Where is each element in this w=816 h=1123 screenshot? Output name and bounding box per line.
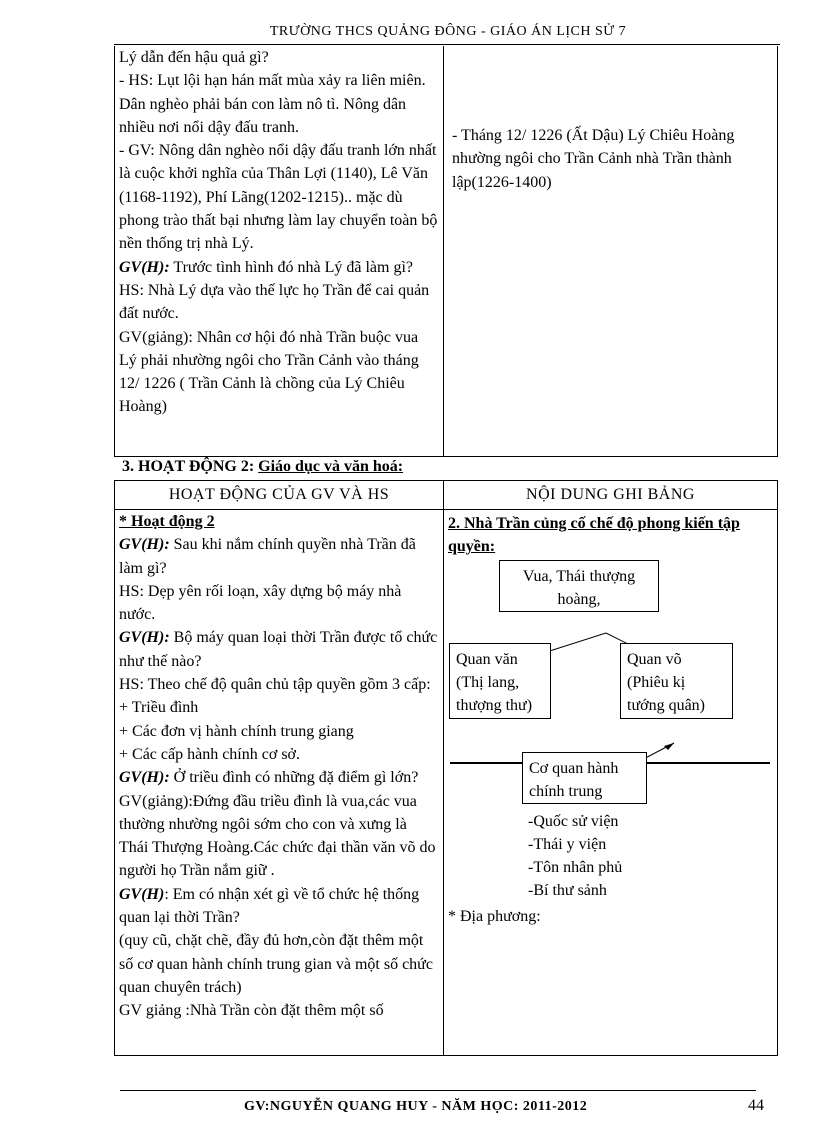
section-title: Giáo dục và văn hoá: [258, 458, 404, 475]
text-para: HS: Dẹp yên rối loạn, xây dựng bộ máy nhà nước. [119, 582, 402, 624]
question-text: Bộ máy quan loại thời Trần được tổ chức như thế nào? [119, 629, 438, 670]
footer-divider [120, 1090, 756, 1091]
question-text: Trước tình hình đó nhà Lý đã làm gì? [169, 258, 413, 276]
list-item: -Quốc sử viện [528, 813, 619, 830]
local-label: * Địa phương: [448, 908, 541, 925]
list-item: + Các đơn vị hành chính trung giang [119, 722, 354, 740]
page-number: 44 [748, 1097, 764, 1114]
activity-title: * Hoạt động 2 [119, 513, 215, 530]
column-header-left: HOẠT ĐỘNG CỦA GV VÀ HS [115, 481, 444, 510]
text-para: - GV: Nông dân nghèo nổi dậy đấu tranh lớn nhất là cuộc khởi nghĩa của Thân Lợi (1140), Lê Văn (1168-1192), Phí Lãng(1202-1215).. mặc dù phong trào thất bại nhưng làm lay chuyển toàn bộ nền thống trị nhà Lý. [119, 142, 438, 253]
text-para: GV giảng :Nhà Trần còn đặt thêm một số [119, 1002, 384, 1020]
question-text: : Em có nhận xét gì về tổ chức hệ thống quan lại thời Trần? [119, 885, 420, 927]
text-para: HS: Theo chế độ quân chủ tập quyền gồm 3 cấp: [119, 676, 431, 694]
box-civil-officials: Quan văn (Thị lang, thượng thư) [449, 643, 551, 719]
list-item: + Triều đình [119, 699, 199, 717]
question-para [115, 766, 443, 789]
text-para: (quy cũ, chặt chẽ, đầy đủ hơn,còn đặt thêm một số cơ quan hành chính trung gian và một số chức quan chuyên trách) [119, 932, 433, 996]
column-header-right: NỘI DUNG GHI BẢNG [444, 481, 777, 510]
footer-text: GV:NGUYỄN QUANG HUY - NĂM HỌC: 2011-2012 [244, 1099, 588, 1114]
list-item: -Thái y viện [528, 836, 607, 853]
list-item: -Bí thư sảnh [528, 882, 607, 899]
text-para: - HS: Lụt lội hạn hán mất mùa xảy ra liên miên. Dân nghèo phải bán con làm nô tì. Nông dân nhiều nơi nổi dậy đấu tranh. [119, 72, 426, 136]
gv-label: GV(H): [119, 629, 170, 647]
question-text: Sau khi nắm chính quyền nhà Trần đã làm gì? [119, 536, 416, 577]
list-item: -Tôn nhân phủ [528, 859, 623, 876]
question-para [115, 533, 443, 580]
section-heading [122, 458, 403, 476]
section-colon: : [248, 458, 259, 475]
text-para: GV(giảng): Nhân cơ hội đó nhà Trần buộc vua Lý phải nhường ngôi cho Trần Cảnh vào tháng 12/ 1226 ( Trần Cảnh là chồng của Lý Chiêu Hoàng) [119, 328, 419, 416]
box-central-agency: Cơ quan hành chính trung [522, 752, 647, 804]
list-item: + Các cấp hành chính cơ sở. [119, 745, 300, 763]
box-king: Vua, Thái thượng hoàng, [499, 560, 659, 612]
header-divider [114, 44, 780, 45]
question-para [115, 256, 443, 279]
page-header: TRƯỜNG THCS QUẢNG ĐÔNG - GIÁO ÁN LỊCH SỬ 7 [269, 24, 627, 39]
content-title: 2. Nhà Trần củng cố chế độ phong kiến tập quyền: [448, 515, 740, 556]
question-para [115, 883, 443, 930]
gv-label: GV(H) [119, 885, 165, 903]
text-line: Lý dẫn đến hậu quả gì? [119, 49, 269, 66]
lesson-table [114, 480, 778, 1056]
section-number: 3. HOẠT ĐỘNG 2 [122, 458, 249, 475]
right-column [444, 510, 777, 1055]
gv-label: GV(H): [119, 536, 170, 554]
left-column [115, 46, 444, 456]
continued-table [114, 46, 778, 457]
gv-label: GV(H): [119, 769, 170, 787]
text-para: GV(giảng):Đứng đầu triều đình là vua,các vua thường nhường ngôi sớm cho con và xưng là Thái Thượng Hoàng.Các chức đại thần văn võ do người họ Trần nắm giữ . [119, 792, 436, 880]
box-military-officials: Quan võ (Phiêu kị tướng quân) [620, 643, 733, 719]
question-text: Ở triều đình có những đặ điểm gì lớn? [169, 769, 419, 787]
right-column [444, 46, 777, 456]
agency-list [528, 810, 622, 902]
gv-label: GV(H): [119, 258, 170, 276]
text-para: - Tháng 12/ 1226 (Ất Dậu) Lý Chiêu Hoàng nhường ngôi cho Trần Cảnh nhà Trần thành lập(1226-1400) [452, 127, 735, 191]
text-para: HS: Nhà Lý dựa vào thế lực họ Trần để cai quản đất nước. [119, 281, 430, 323]
left-column [115, 510, 444, 1055]
arrow-head-bottom [664, 743, 674, 750]
question-para [115, 626, 443, 673]
